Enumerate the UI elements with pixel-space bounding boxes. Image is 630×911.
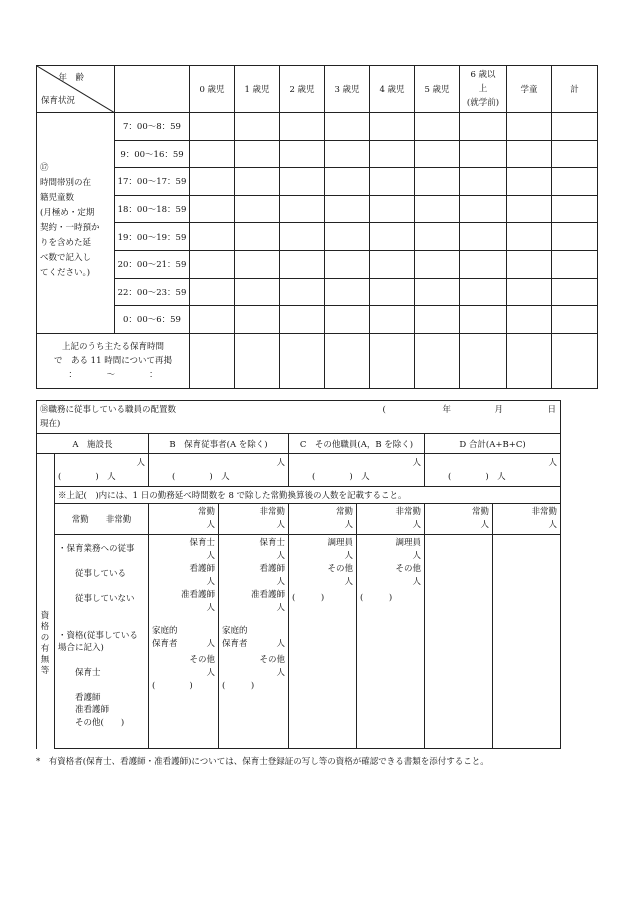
staff-allocation-table: [36, 400, 561, 749]
input-cell[interactable]: [507, 306, 552, 334]
input-cell[interactable]: [190, 278, 235, 306]
input-cell[interactable]: [415, 306, 460, 334]
input-cell[interactable]: [325, 333, 370, 388]
input-cell[interactable]: [190, 223, 235, 251]
staff-title: ⑱職務に従事している職員の配置数: [40, 405, 177, 415]
time-slot: 7：00～8：59: [115, 113, 190, 141]
count-c[interactable]: 人 ( ) 人: [289, 454, 425, 487]
date-year: 年: [442, 405, 452, 415]
header-blank: [115, 66, 190, 113]
col-3: 3 歳児: [325, 66, 370, 113]
input-cell[interactable]: [280, 168, 325, 196]
input-cell[interactable]: [507, 140, 552, 168]
input-cell[interactable]: [280, 333, 325, 388]
input-cell[interactable]: [552, 223, 598, 251]
input-cell[interactable]: [325, 195, 370, 223]
input-cell[interactable]: [370, 140, 415, 168]
count-a[interactable]: 人 ( ) 人: [55, 454, 149, 487]
d-irr-head: 非常勤 人: [493, 504, 561, 535]
col-total: 計: [552, 66, 598, 113]
col-5: 5 歳児: [415, 66, 460, 113]
date-open: (: [382, 405, 386, 415]
date-month: 月: [494, 405, 504, 415]
input-cell[interactable]: [235, 223, 280, 251]
input-cell[interactable]: [415, 278, 460, 306]
a-reg-irr-head: 常勤 非常勤: [55, 504, 149, 535]
date-close: 現在): [40, 419, 61, 429]
input-cell[interactable]: [415, 113, 460, 141]
input-cell[interactable]: [460, 223, 507, 251]
input-cell[interactable]: [235, 195, 280, 223]
d-irregular-detail[interactable]: [493, 535, 561, 749]
input-cell[interactable]: [370, 168, 415, 196]
input-cell[interactable]: [190, 195, 235, 223]
date-day: 日: [547, 405, 557, 415]
input-cell[interactable]: [415, 140, 460, 168]
input-cell[interactable]: [460, 168, 507, 196]
input-cell[interactable]: [235, 140, 280, 168]
input-cell[interactable]: [552, 140, 598, 168]
input-cell[interactable]: [370, 113, 415, 141]
input-cell[interactable]: [507, 223, 552, 251]
input-cell[interactable]: [460, 278, 507, 306]
input-cell[interactable]: [235, 333, 280, 388]
b-irr-head: 非常勤 人: [219, 504, 289, 535]
input-cell[interactable]: [325, 306, 370, 334]
input-cell[interactable]: [460, 333, 507, 388]
col-1: 1 歳児: [235, 66, 280, 113]
input-cell[interactable]: [235, 168, 280, 196]
input-cell[interactable]: [325, 113, 370, 141]
input-cell[interactable]: [190, 168, 235, 196]
header-age: 年 齢: [58, 73, 84, 83]
c-irregular-detail[interactable]: 調理員 人 その他 人 ( ): [357, 535, 425, 749]
input-cell[interactable]: [552, 195, 598, 223]
b-reg-head: 常勤 人: [149, 504, 219, 535]
time-slot: 22：00～23：59: [115, 278, 190, 306]
input-cell[interactable]: [370, 223, 415, 251]
input-cell[interactable]: [415, 333, 460, 388]
time-slot: 18：00～18：59: [115, 195, 190, 223]
input-cell[interactable]: [415, 195, 460, 223]
input-cell[interactable]: [552, 333, 598, 388]
time-slot: 20：00～21：59: [115, 250, 190, 278]
input-cell[interactable]: [460, 250, 507, 278]
input-cell[interactable]: [552, 306, 598, 334]
d-reg-head: 常勤 人: [425, 504, 493, 535]
hourly-enrollment-table: [36, 65, 598, 389]
input-cell[interactable]: [552, 250, 598, 278]
input-cell[interactable]: [325, 278, 370, 306]
input-cell[interactable]: [280, 113, 325, 141]
col-2: 2 歳児: [280, 66, 325, 113]
input-cell[interactable]: [190, 306, 235, 334]
col-0: 0 歳児: [190, 66, 235, 113]
c-irr-head: 非常勤 人: [357, 504, 425, 535]
qualification-side-label: 資 格 の 有 無 等: [40, 611, 50, 676]
col-a-head: A 施設長: [37, 434, 149, 454]
col-c-head: C その他職員(A，B を除く): [289, 434, 425, 454]
input-cell[interactable]: [325, 168, 370, 196]
input-cell[interactable]: [190, 333, 235, 388]
input-cell[interactable]: [235, 113, 280, 141]
input-cell[interactable]: [325, 223, 370, 251]
input-cell[interactable]: [370, 250, 415, 278]
input-cell[interactable]: [280, 250, 325, 278]
input-cell[interactable]: [552, 168, 598, 196]
input-cell[interactable]: [235, 250, 280, 278]
input-cell[interactable]: [370, 333, 415, 388]
count-d[interactable]: 人 ( ) 人: [425, 454, 561, 487]
corner-header: [37, 66, 115, 113]
input-cell[interactable]: [507, 195, 552, 223]
input-cell[interactable]: [280, 195, 325, 223]
input-cell[interactable]: [460, 195, 507, 223]
input-cell[interactable]: [507, 250, 552, 278]
input-cell[interactable]: [415, 250, 460, 278]
input-cell[interactable]: [280, 306, 325, 334]
input-cell[interactable]: [325, 250, 370, 278]
input-cell[interactable]: [507, 113, 552, 141]
summary-label: 上記のうち主たる保育時間 で ある 11 時間について再掲 ： ～ ：: [37, 333, 190, 388]
footnote: * 有資格者(保育士、看護師・准看護師)については、保育士登録証の写し等の資格が確認できる書類を添付すること。: [36, 757, 489, 767]
input-cell[interactable]: [460, 140, 507, 168]
input-cell[interactable]: [370, 195, 415, 223]
conversion-note: ※上記( )内には、1 日の勤務延べ時間数を 8 で除した常勤換算後の人数を記載すること。: [55, 487, 561, 504]
input-cell[interactable]: [370, 306, 415, 334]
c-reg-head: 常勤 人: [289, 504, 357, 535]
d-regular-detail[interactable]: [425, 535, 493, 749]
input-cell[interactable]: [235, 278, 280, 306]
input-cell[interactable]: [190, 113, 235, 141]
input-cell[interactable]: [415, 168, 460, 196]
hourly-row-label: ⑰ 時間帯別の在 籍児童数 (月極め・定期 契約・一時預か りを含めた延 べ数で記入し てください。): [37, 113, 115, 334]
input-cell[interactable]: [460, 306, 507, 334]
input-cell[interactable]: [280, 140, 325, 168]
col-b-head: B 保育従事者(A を除く): [149, 434, 289, 454]
c-regular-detail[interactable]: 調理員 人 その他 人 ( ): [289, 535, 357, 749]
input-cell[interactable]: [507, 168, 552, 196]
header-status: 保育状況: [41, 96, 76, 106]
input-cell[interactable]: [415, 223, 460, 251]
col-6: 6 歳以 上 (就学前): [460, 66, 507, 113]
b-irregular-detail[interactable]: 保育士 人 看護師 人 准看護師 人 家庭的 保育者 人 その他 人 ( ): [219, 535, 289, 749]
input-cell[interactable]: [552, 278, 598, 306]
input-cell[interactable]: [190, 140, 235, 168]
col-4: 4 歳児: [370, 66, 415, 113]
input-cell[interactable]: [370, 278, 415, 306]
input-cell[interactable]: [507, 278, 552, 306]
time-slot: 17：00～17：59: [115, 168, 190, 196]
count-b[interactable]: 人 ( ) 人: [149, 454, 289, 487]
input-cell[interactable]: [325, 140, 370, 168]
input-cell[interactable]: [460, 113, 507, 141]
input-cell[interactable]: [280, 223, 325, 251]
col-school: 学童: [507, 66, 552, 113]
input-cell[interactable]: [552, 113, 598, 141]
b-regular-detail[interactable]: 保育士 人 看護師 人 准看護師 人 家庭的 保育者 人 その他 人 ( ): [149, 535, 219, 749]
time-slot: 19：00～19：59: [115, 223, 190, 251]
time-slot: 9：00～16：59: [115, 140, 190, 168]
input-cell[interactable]: [190, 250, 235, 278]
staff-title-row: [37, 401, 561, 434]
input-cell[interactable]: [280, 278, 325, 306]
input-cell[interactable]: [235, 306, 280, 334]
time-slot: 0：00～6：59: [115, 306, 190, 334]
qualification-items: ・保育業務への従事 従事している 従事していない ・資格(従事している 場合に記入) 保育士 看護師 准看護師 その他( ): [55, 535, 149, 749]
input-cell[interactable]: [507, 333, 552, 388]
col-d-head: D 合計(A+B+C): [425, 434, 561, 454]
